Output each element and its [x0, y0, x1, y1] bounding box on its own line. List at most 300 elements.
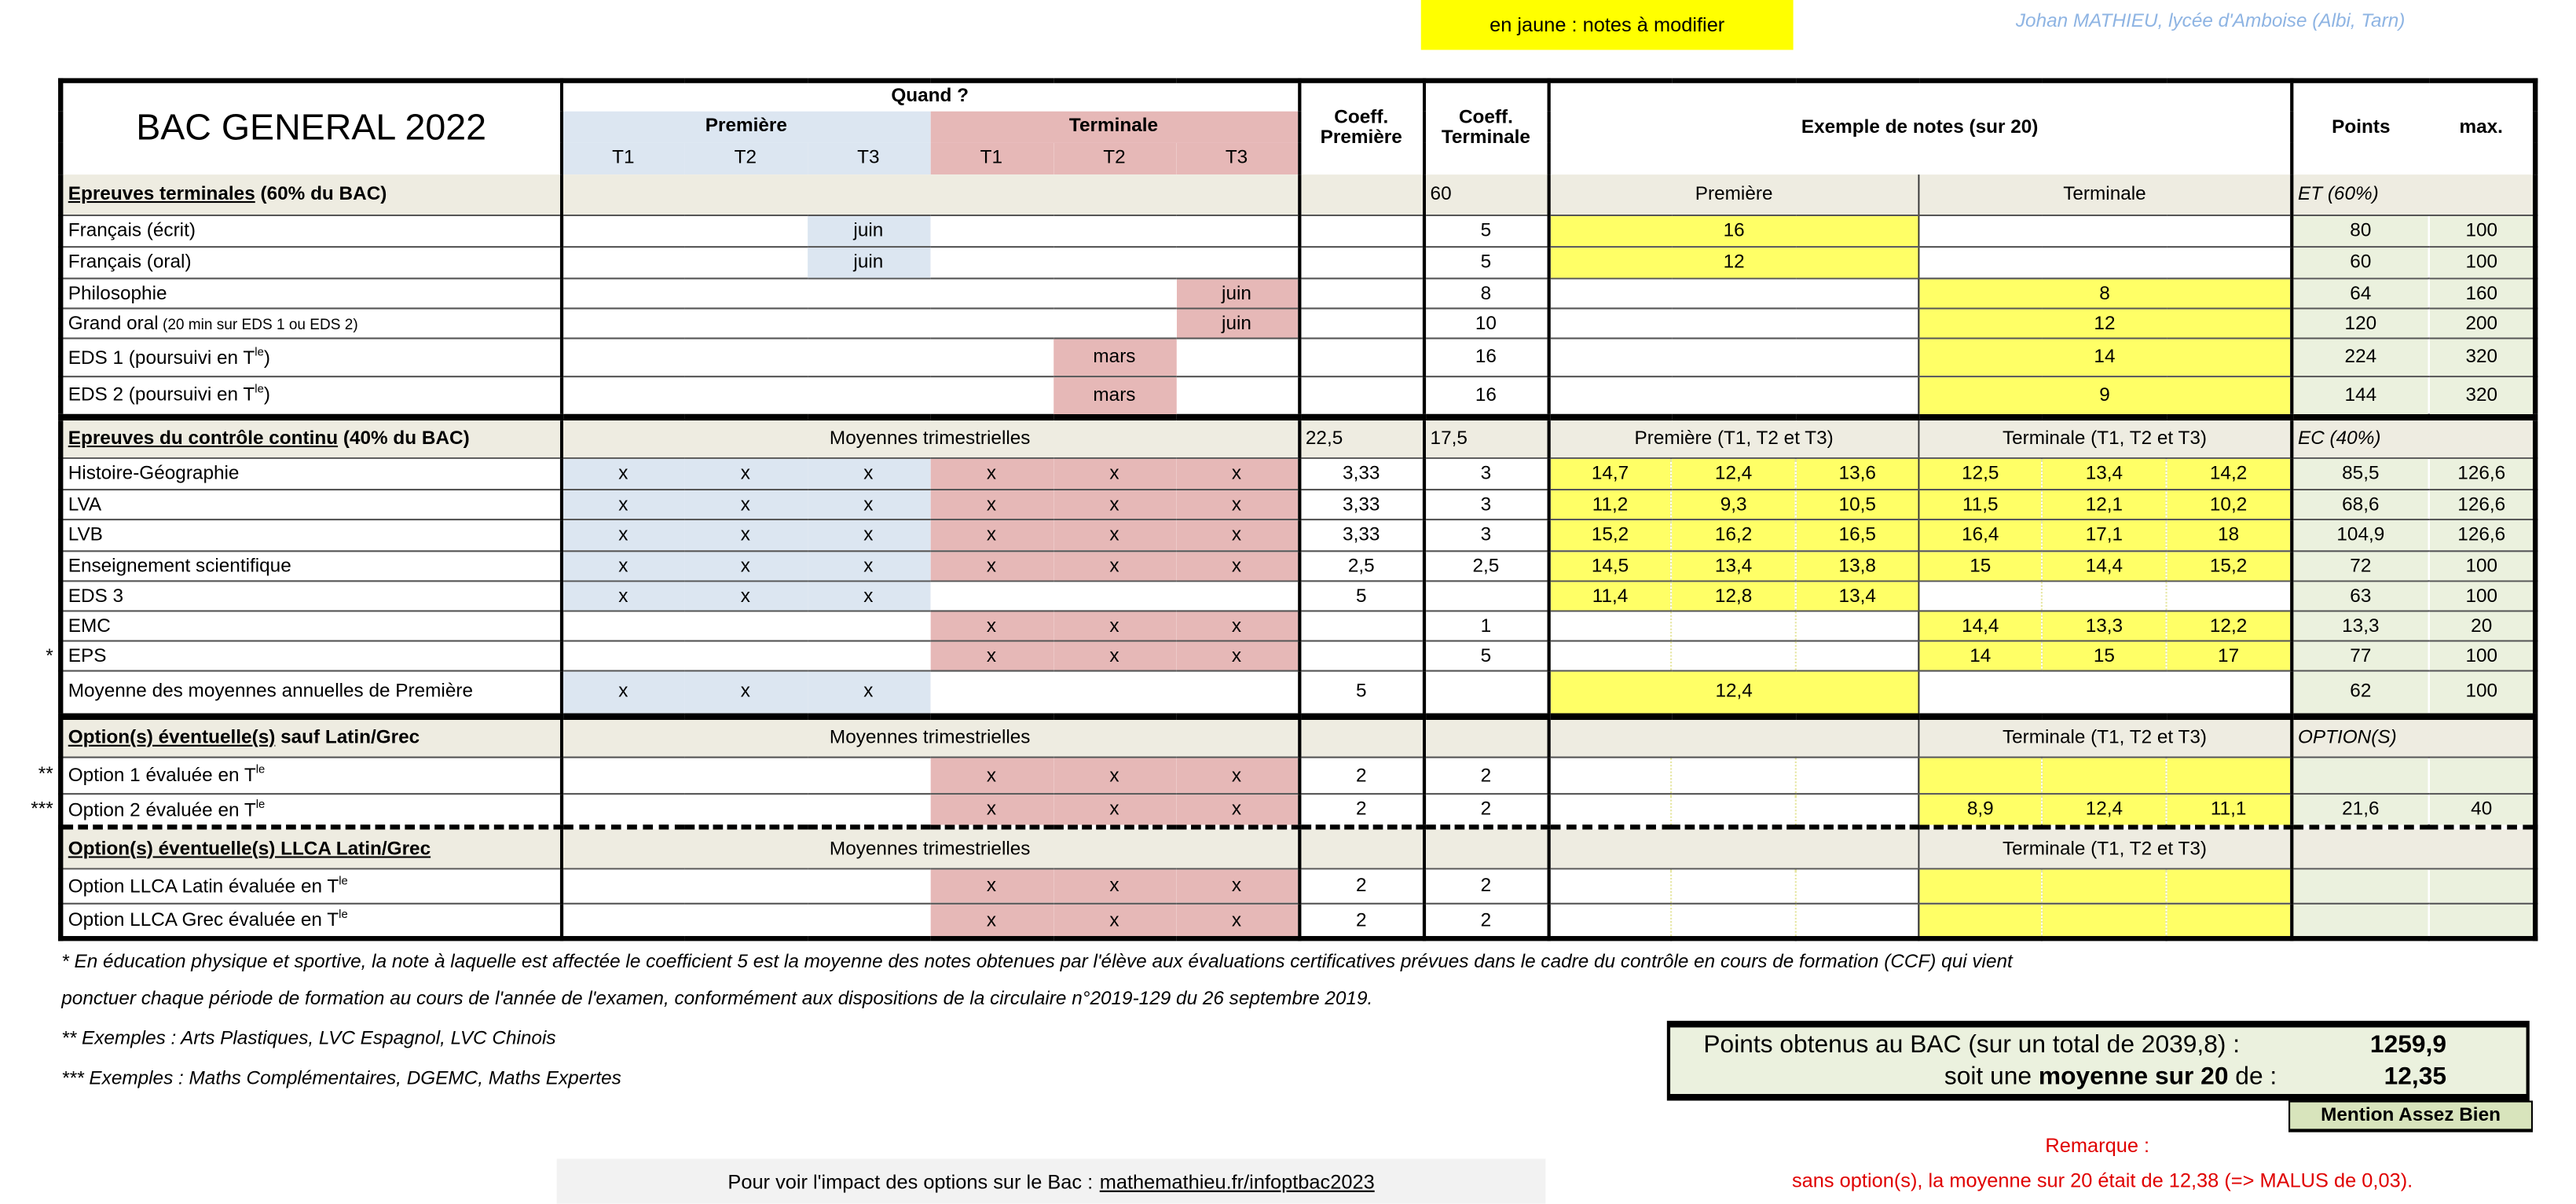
- terminale-grade-cell[interactable]: 13,3: [2042, 611, 2167, 641]
- max-cell: 40: [2429, 794, 2535, 827]
- coeff-premiere-cell: [1299, 641, 1424, 671]
- section-header-row: [60, 174, 2535, 215]
- premiere-grade-cell: [1671, 611, 1796, 641]
- when-cell: x: [1176, 904, 1299, 938]
- superscript: le: [339, 875, 348, 887]
- premiere-grade-cell: [1671, 904, 1796, 938]
- when-cell: x: [1053, 551, 1176, 581]
- premiere-grade-cell[interactable]: 14,7: [1548, 458, 1672, 490]
- when-cell: [684, 308, 808, 338]
- when-cell: x: [930, 458, 1053, 490]
- coeff-premiere-cell: 2: [1299, 868, 1424, 903]
- when-cell: x: [561, 551, 684, 581]
- max-cell: 200: [2429, 308, 2535, 338]
- max-cell: 320: [2429, 376, 2535, 417]
- points-cell: 64: [2292, 278, 2430, 308]
- terminale-grade-cell[interactable]: [2042, 868, 2167, 903]
- premiere-grade-cell[interactable]: 16,2: [1671, 519, 1796, 551]
- max-cell: 126,6: [2429, 490, 2535, 519]
- remark-text: sans option(s), la moyenne sur 20 était de 12,38 (=> MALUS de 0,03).: [1791, 1169, 2413, 1192]
- terminale-grade-cell[interactable]: 12,1: [2042, 490, 2167, 519]
- section-points-label: OPTION(S): [2292, 716, 2536, 758]
- premiere-grade-cell[interactable]: 11,2: [1548, 490, 1672, 519]
- when-cell: x: [561, 519, 684, 551]
- when-cell: x: [930, 758, 1053, 795]
- bac-grade-table: [31, 78, 2538, 941]
- when-cell: x: [930, 551, 1053, 581]
- points-cell: 13,3: [2292, 611, 2430, 641]
- when-cell: [684, 868, 808, 903]
- when-cell: [561, 904, 684, 938]
- subject-row: [60, 519, 2535, 551]
- when-cell: [807, 278, 930, 308]
- when-cell: [1176, 215, 1299, 247]
- when-cell: [561, 758, 684, 795]
- coeff-premiere-cell: 3,33: [1299, 490, 1424, 519]
- subject-label: ** Option 1 évaluée en $T^{le}$: [60, 758, 561, 795]
- when-cell: [561, 794, 684, 827]
- superscript: le: [255, 347, 264, 359]
- when-cell: x: [1176, 490, 1299, 519]
- when-cell: [1053, 278, 1176, 308]
- superscript: le: [339, 909, 348, 922]
- subject-label: LVA: [60, 490, 561, 519]
- when-cell: x: [807, 458, 930, 490]
- when-cell: x: [684, 671, 808, 716]
- coeff-premiere-cell: [1299, 247, 1424, 278]
- terminale-grade-cell[interactable]: [1919, 904, 2043, 938]
- footnote-marker: ***: [31, 798, 53, 820]
- section-notes-terminale: Terminale (T1, T2 et T3): [1919, 716, 2292, 758]
- premiere-grade-cell: [1671, 868, 1796, 903]
- when-cell: x: [807, 551, 930, 581]
- subject-row: [60, 215, 2535, 247]
- when-cell: [807, 376, 930, 417]
- premiere-grade-cell[interactable]: 9,3: [1671, 490, 1796, 519]
- terminale-grade-cell[interactable]: 11,5: [1919, 490, 2043, 519]
- when-cell: juin: [807, 247, 930, 278]
- coeff-premiere-cell: [1299, 278, 1424, 308]
- max-cell: [2429, 904, 2535, 938]
- premiere-grade-cell[interactable]: 13,4: [1796, 581, 1919, 611]
- when-cell: x: [684, 551, 808, 581]
- when-cell: [561, 376, 684, 417]
- terminale-grade-cell[interactable]: 14,4: [1919, 611, 2043, 641]
- average-value: 12,35: [2384, 1062, 2447, 1091]
- when-cell: x: [807, 581, 930, 611]
- terminale-grade-cell[interactable]: 14,4: [2042, 551, 2167, 581]
- terminale-grade-cell[interactable]: 15,2: [2167, 551, 2292, 581]
- section-title-bold: Option(s) éventuelle(s): [68, 728, 276, 748]
- points-cell: 60: [2292, 247, 2430, 278]
- subject-label: Français (écrit): [60, 215, 561, 247]
- when-cell: x: [1176, 868, 1299, 903]
- when-cell: [807, 641, 930, 671]
- sheet-title: BAC GENERAL 2022: [60, 81, 561, 174]
- max-header: max.: [2429, 81, 2535, 174]
- terminale-grade-cell[interactable]: 12,2: [2167, 611, 2292, 641]
- premiere-grade-cell: [1796, 641, 1919, 671]
- terminale-grade-cell[interactable]: 14: [1919, 339, 2292, 377]
- when-cell: [561, 278, 684, 308]
- when-cell: [1053, 581, 1176, 611]
- section-notes-premiere: [1548, 716, 1919, 758]
- terminale-header: Terminale: [930, 111, 1299, 142]
- when-cell: [561, 868, 684, 903]
- when-cell: [1053, 247, 1176, 278]
- premiere-grade-cell: [1671, 758, 1796, 795]
- section-title-bold: Epreuves du contrôle continu: [68, 428, 339, 449]
- when-cell: [684, 641, 808, 671]
- when-cell: [561, 641, 684, 671]
- premiere-grade-cell[interactable]: 11,4: [1548, 581, 1672, 611]
- points-cell: [2292, 758, 2430, 795]
- subject-row: [60, 641, 2535, 671]
- subject-label: Option LLCA Grec évaluée en $T^{le}$: [60, 904, 561, 938]
- when-cell: [684, 758, 808, 795]
- terminale-grade-cell[interactable]: [1919, 868, 2043, 903]
- when-cell: [807, 794, 930, 827]
- subject-label: Enseignement scientifique: [60, 551, 561, 581]
- footnote-eps-line1: * En éducation physique et sportive, la note à laquelle est affectée le coefficient 5 est la moyenne des notes obtenues par l'élève aux évaluations certificatives prévues dans le cadre du contrôle en cours de formation (CCF) qui vient: [61, 953, 2013, 973]
- when-cell: [1176, 247, 1299, 278]
- result-summary-box: [1667, 1021, 2530, 1101]
- premiere-grade-cell[interactable]: 16: [1548, 215, 1919, 247]
- section-when-label: Moyennes trimestrielles: [561, 417, 1299, 458]
- subject-row: [60, 247, 2535, 278]
- premiere-grade-cell: [1796, 611, 1919, 641]
- subject-row: [60, 458, 2535, 490]
- subject-row: [60, 868, 2535, 903]
- terminale-grade-cell[interactable]: 18: [2167, 519, 2292, 551]
- premiere-grade-cell: [1548, 904, 1672, 938]
- section-points-label: EC (40%): [2292, 417, 2536, 458]
- terminale-grade-cell[interactable]: 17: [2167, 641, 2292, 671]
- when-cell: [930, 581, 1053, 611]
- coeff-terminale-cell: 10: [1424, 308, 1548, 338]
- section-coeff-terminale: [1424, 716, 1548, 758]
- coeff-terminale-cell: 16: [1424, 376, 1548, 417]
- subject-label: *** Option 2 évaluée en $T^{le}$: [60, 794, 561, 827]
- section-title: [60, 417, 561, 458]
- when-cell: x: [930, 611, 1053, 641]
- terminale-grade-cell[interactable]: 12,4: [2042, 794, 2167, 827]
- when-cell: x: [1176, 519, 1299, 551]
- when-cell: [930, 215, 1053, 247]
- coeff-premiere-cell: [1299, 376, 1424, 417]
- premiere-grade-cell[interactable]: 13,6: [1796, 458, 1919, 490]
- when-cell: x: [684, 581, 808, 611]
- coeff-terminale-cell: 2: [1424, 904, 1548, 938]
- premiere-grade-cell[interactable]: 13,8: [1796, 551, 1919, 581]
- section-title-rest: sauf Latin/Grec: [275, 728, 420, 748]
- terminale-grade-cell[interactable]: [2042, 758, 2167, 795]
- coeff-terminale-cell: 16: [1424, 339, 1548, 377]
- premiere-grade-cell: [1548, 278, 1919, 308]
- footnote-marker: **: [38, 765, 53, 785]
- footnote-marker: *: [46, 645, 53, 666]
- coeff-terminale-cell: 2: [1424, 868, 1548, 903]
- premiere-grade-cell[interactable]: 10,5: [1796, 490, 1919, 519]
- max-cell: [2429, 868, 2535, 903]
- section-notes-premiere: Première: [1548, 174, 1919, 215]
- subject-label: Philosophie: [60, 278, 561, 308]
- when-cell: [684, 278, 808, 308]
- when-cell: [561, 247, 684, 278]
- when-cell: [930, 247, 1053, 278]
- terminale-grade-cell[interactable]: 8: [1919, 278, 2292, 308]
- when-cell: juin: [1176, 308, 1299, 338]
- options-impact-link[interactable]: mathemathieu.fr/infoptbac2023: [1099, 1169, 1375, 1193]
- subject-row: [60, 904, 2535, 938]
- section-coeff-premiere: [1299, 827, 1424, 868]
- when-cell: x: [1053, 794, 1176, 827]
- section-header-row: [60, 716, 2535, 758]
- premiere-grade-cell: [1548, 758, 1672, 795]
- subject-row: [60, 376, 2535, 417]
- when-cell: [807, 868, 930, 903]
- when-cell: [1053, 308, 1176, 338]
- when-cell: x: [561, 458, 684, 490]
- when-cell: x: [684, 490, 808, 519]
- coeff-terminale-cell: 3: [1424, 458, 1548, 490]
- section-notes-terminale: Terminale (T1, T2 et T3): [1919, 827, 2292, 868]
- coeff-terminale-cell: 3: [1424, 490, 1548, 519]
- points-cell: 85,5: [2292, 458, 2430, 490]
- when-cell: x: [561, 581, 684, 611]
- when-cell: [807, 308, 930, 338]
- subject-label: EDS 2 (poursuivi en $T^{le}$): [60, 376, 561, 417]
- premiere-grade-cell[interactable]: 16,5: [1796, 519, 1919, 551]
- premiere-grade-cell[interactable]: 13,4: [1671, 551, 1796, 581]
- when-cell: [684, 215, 808, 247]
- coeff-premiere-cell: 3,33: [1299, 458, 1424, 490]
- when-cell: [684, 611, 808, 641]
- subject-row: [60, 794, 2535, 827]
- when-cell: juin: [1176, 278, 1299, 308]
- when-cell: [807, 339, 930, 377]
- coeff-terminale-cell: 2: [1424, 758, 1548, 795]
- points-cell: [2292, 868, 2430, 903]
- when-cell: x: [807, 490, 930, 519]
- when-cell: x: [1053, 490, 1176, 519]
- when-cell: x: [1053, 868, 1176, 903]
- terminale-grade-cell[interactable]: [2167, 758, 2292, 795]
- premiere-grade-cell: [1796, 758, 1919, 795]
- section-notes-terminale: Terminale (T1, T2 et T3): [1919, 417, 2292, 458]
- section-coeff-premiere: [1299, 174, 1424, 215]
- when-cell: [1176, 376, 1299, 417]
- when-cell: [1176, 339, 1299, 377]
- legend-yellow-box: en jaune : notes à modifier: [1421, 0, 1794, 50]
- when-cell: [684, 339, 808, 377]
- when-cell: [684, 794, 808, 827]
- coeff-terminale-cell: [1424, 671, 1548, 716]
- when-cell: x: [1053, 904, 1176, 938]
- when-cell: x: [1053, 611, 1176, 641]
- points-cell: 21,6: [2292, 794, 2430, 827]
- terminale-grade-cell[interactable]: 12: [1919, 308, 2292, 338]
- coeff-terminale-cell: 1: [1424, 611, 1548, 641]
- subject-row: [60, 611, 2535, 641]
- points-cell: 144: [2292, 376, 2430, 417]
- section-when-label: Moyennes trimestrielles: [561, 716, 1299, 758]
- terminale-grade-cell[interactable]: [2042, 904, 2167, 938]
- when-cell: [684, 247, 808, 278]
- when-cell: x: [684, 458, 808, 490]
- trimester-header: T1: [930, 142, 1053, 174]
- subject-label: EDS 3: [60, 581, 561, 611]
- section-title: [60, 716, 561, 758]
- premiere-grade-cell: [1548, 868, 1672, 903]
- points-value: 1259,9: [2369, 1030, 2447, 1059]
- options-impact-box: [557, 1159, 1546, 1204]
- when-cell: [1176, 671, 1299, 716]
- subject-row: [60, 671, 2535, 716]
- superscript: le: [255, 384, 264, 397]
- points-cell: 68,6: [2292, 490, 2430, 519]
- section-title-bold: Option(s) éventuelle(s) LLCA Latin/Grec: [68, 839, 431, 859]
- when-cell: [684, 376, 808, 417]
- premiere-grade-cell: [1796, 794, 1919, 827]
- terminale-grade-cell: [1919, 215, 2292, 247]
- section-when-label: Moyennes trimestrielles: [561, 827, 1299, 868]
- subject-label: Français (oral): [60, 247, 561, 278]
- points-cell: 62: [2292, 671, 2430, 716]
- subject-row: [60, 581, 2535, 611]
- coeff-terminale-cell: [1424, 581, 1548, 611]
- trimester-header: T3: [1176, 142, 1299, 174]
- terminale-grade-cell[interactable]: 9: [1919, 376, 2292, 417]
- when-cell: juin: [807, 215, 930, 247]
- when-cell: [1176, 581, 1299, 611]
- when-cell: x: [807, 671, 930, 716]
- coeff-premiere-cell: 3,33: [1299, 519, 1424, 551]
- premiere-grade-cell[interactable]: 15,2: [1548, 519, 1672, 551]
- subject-label: Option LLCA Latin évaluée en $T^{le}$: [60, 868, 561, 903]
- terminale-grade-cell[interactable]: [2167, 904, 2292, 938]
- subject-row: [60, 758, 2535, 795]
- terminale-grade-cell[interactable]: 14,2: [2167, 458, 2292, 490]
- max-cell: [2429, 758, 2535, 795]
- points-cell: 104,9: [2292, 519, 2430, 551]
- premiere-grade-cell: [1796, 904, 1919, 938]
- section-title: [60, 174, 561, 215]
- terminale-grade-cell[interactable]: [2167, 868, 2292, 903]
- coeff-terminale-cell: 3: [1424, 519, 1548, 551]
- points-cell: 80: [2292, 215, 2430, 247]
- coeff-premiere-cell: 5: [1299, 581, 1424, 611]
- max-cell: 100: [2429, 581, 2535, 611]
- points-cell: [2292, 904, 2430, 938]
- when-cell: x: [1053, 519, 1176, 551]
- superscript: le: [255, 798, 266, 811]
- when-cell: x: [930, 490, 1053, 519]
- subject-label: LVB: [60, 519, 561, 551]
- when-cell: [561, 308, 684, 338]
- premiere-grade-cell: [1796, 868, 1919, 903]
- subject-row: [60, 490, 2535, 519]
- premiere-grade-cell[interactable]: 14,5: [1548, 551, 1672, 581]
- premiere-grade-cell[interactable]: 12,8: [1671, 581, 1796, 611]
- terminale-grade-cell: [2167, 581, 2292, 611]
- section-coeff-terminale: 60: [1424, 174, 1548, 215]
- when-cell: [561, 215, 684, 247]
- terminale-grade-cell[interactable]: 12,5: [1919, 458, 2043, 490]
- coeff-premiere-cell: [1299, 215, 1424, 247]
- section-points-label: [2292, 827, 2536, 868]
- section-points-label: ET (60%): [2292, 174, 2536, 215]
- premiere-grade-cell: [1671, 794, 1796, 827]
- terminale-grade-cell[interactable]: [1919, 758, 2043, 795]
- subject-label: Moyenne des moyennes annuelles de Première: [60, 671, 561, 716]
- terminale-grade-cell[interactable]: 8,9: [1919, 794, 2043, 827]
- premiere-grade-cell: [1548, 641, 1672, 671]
- subject-label-note: (20 min sur EDS 1 ou EDS 2): [158, 314, 358, 332]
- when-cell: [1053, 215, 1176, 247]
- premiere-grade-cell: [1548, 308, 1919, 338]
- max-cell: 100: [2429, 551, 2535, 581]
- terminale-grade-cell[interactable]: 10,2: [2167, 490, 2292, 519]
- coeff-terminale-cell: 5: [1424, 215, 1548, 247]
- max-cell: 100: [2429, 641, 2535, 671]
- premiere-grade-cell: [1548, 611, 1672, 641]
- terminale-grade-cell[interactable]: 13,4: [2042, 458, 2167, 490]
- when-cell: x: [561, 671, 684, 716]
- terminale-grade-cell[interactable]: 15: [2042, 641, 2167, 671]
- when-cell: x: [561, 490, 684, 519]
- subject-label: EDS 1 (poursuivi en $T^{le}$): [60, 339, 561, 377]
- points-header: Points: [2292, 81, 2430, 174]
- coeff-premiere-cell: [1299, 308, 1424, 338]
- section-notes-premiere: Première (T1, T2 et T3): [1548, 417, 1919, 458]
- terminale-grade-cell[interactable]: 11,1: [2167, 794, 2292, 827]
- max-cell: 126,6: [2429, 458, 2535, 490]
- premiere-grade-cell: [1548, 794, 1672, 827]
- coeff-terminale-cell: 5: [1424, 247, 1548, 278]
- premiere-grade-cell[interactable]: 12: [1548, 247, 1919, 278]
- max-cell: 20: [2429, 611, 2535, 641]
- mention-badge: Mention Assez Bien: [2288, 1100, 2533, 1132]
- when-cell: [561, 611, 684, 641]
- points-cell: 120: [2292, 308, 2430, 338]
- coeff-premiere-cell: 2: [1299, 904, 1424, 938]
- when-cell: [930, 278, 1053, 308]
- section-header-row: [60, 417, 2535, 458]
- section-when-label: [561, 174, 1299, 215]
- terminale-grade-cell[interactable]: 14: [1919, 641, 2043, 671]
- points-label: Points obtenus au BAC (sur un total de 2039,8) :: [1703, 1030, 2241, 1059]
- when-cell: x: [1176, 641, 1299, 671]
- when-cell: x: [930, 519, 1053, 551]
- subject-label: EMC: [60, 611, 561, 641]
- coeff-terminale-cell: 2: [1424, 794, 1548, 827]
- subject-row: [60, 308, 2535, 338]
- points-cell: 72: [2292, 551, 2430, 581]
- premiere-grade-cell[interactable]: 12,4: [1548, 671, 1919, 716]
- when-cell: mars: [1053, 339, 1176, 377]
- terminale-grade-cell[interactable]: 16,4: [1919, 519, 2043, 551]
- max-cell: 160: [2429, 278, 2535, 308]
- terminale-grade-cell[interactable]: 17,1: [2042, 519, 2167, 551]
- premiere-grade-cell[interactable]: 12,4: [1671, 458, 1796, 490]
- terminale-grade-cell[interactable]: 15: [1919, 551, 2043, 581]
- when-cell: [930, 671, 1053, 716]
- points-cell: 63: [2292, 581, 2430, 611]
- trimester-header: T1: [561, 142, 684, 174]
- section-notes-terminale: Terminale: [1919, 174, 2292, 215]
- when-cell: [807, 611, 930, 641]
